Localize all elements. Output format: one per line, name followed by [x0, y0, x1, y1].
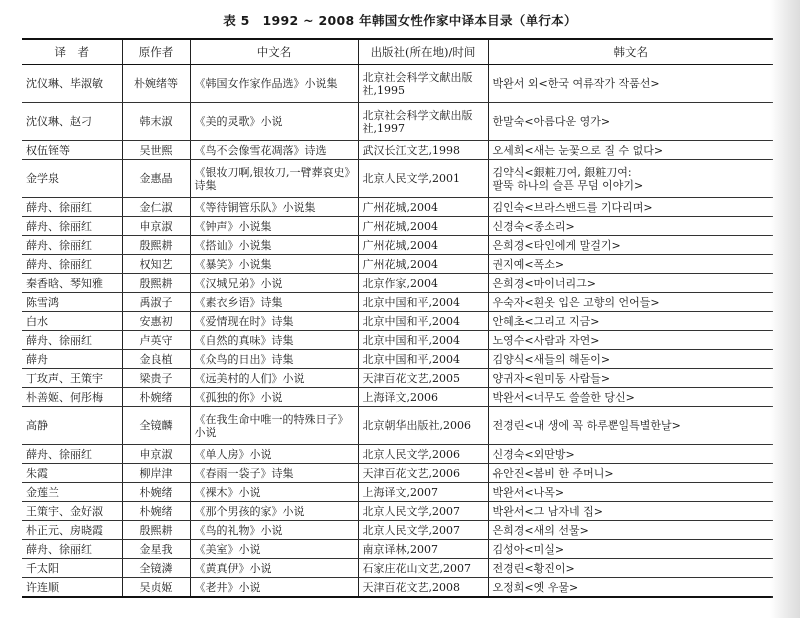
chinese-title-cell: 《那个男孩的家》小说 [190, 502, 358, 521]
table-row [22, 331, 773, 350]
chinese-title-cell: 《孤独的你》小说 [190, 388, 358, 407]
author-cell: 金仁淑 [122, 198, 190, 217]
chinese-title-cell: 《爱情现在时》诗集 [190, 312, 358, 331]
publisher-cell: 南京译林,2007 [358, 540, 488, 559]
chinese-title-cell: 《搭讪》小说集 [190, 236, 358, 255]
header-translator: 译 者 [22, 39, 122, 65]
table-row [22, 521, 773, 540]
author-cell: 朴婉绪 [122, 483, 190, 502]
publisher-cell: 北京人民文学,2007 [358, 502, 488, 521]
author-cell: 申京淑 [122, 217, 190, 236]
korean-title-line: 김약식<銀粧刀여, 銀粧刀여: [492, 165, 632, 179]
korean-title-cell: 은희경<타인에게 말걸기> [488, 236, 773, 255]
chinese-title-cell: 《银妆刀啊,银妆刀,一臂葬哀史》诗集 [190, 160, 358, 198]
translator-cell: 王策宇、金好淑 [22, 502, 122, 521]
korean-title-cell: 안혜초<그리고 지금> [488, 312, 773, 331]
publisher-cell: 武汉长江文艺,1998 [358, 141, 488, 160]
chinese-title-cell: 《春雨一袋子》诗集 [190, 464, 358, 483]
publisher-cell: 北京中国和平,2004 [358, 331, 488, 350]
translator-cell: 朱霞 [22, 464, 122, 483]
translator-cell: 金莲兰 [22, 483, 122, 502]
publisher-cell: 北京社会科学文献出版社,1995 [358, 65, 488, 103]
korean-title-cell: 박완서 외<한국 여류작가 작품선> [488, 65, 773, 103]
korean-title-cell: 권지예<폭소> [488, 255, 773, 274]
translator-cell: 薛舟、徐丽红 [22, 217, 122, 236]
chinese-title-cell: 《暴笑》小说集 [190, 255, 358, 274]
author-cell: 韩末淑 [122, 103, 190, 141]
korean-title-cell: 유안진<봄비 한 주머니> [488, 464, 773, 483]
author-cell: 全镜潾 [122, 559, 190, 578]
publisher-cell: 北京人民文学,2001 [358, 160, 488, 198]
translator-cell: 秦香晗、琴知雅 [22, 274, 122, 293]
translator-cell: 薛舟、徐丽红 [22, 255, 122, 274]
korean-title-cell: 신경숙<종소리> [488, 217, 773, 236]
author-cell: 朴婉绪 [122, 502, 190, 521]
publisher-cell: 北京中国和平,2004 [358, 293, 488, 312]
author-cell: 柳岸津 [122, 464, 190, 483]
author-cell: 安惠初 [122, 312, 190, 331]
table-row [22, 141, 773, 160]
korean-title-cell: 한말숙<아름다운 영가> [488, 103, 773, 141]
publisher-cell: 北京社会科学文献出版社,1997 [358, 103, 488, 141]
translator-cell: 权伍铚等 [22, 141, 122, 160]
translator-cell: 薛舟、徐丽红 [22, 445, 122, 464]
publisher-cell: 北京中国和平,2004 [358, 312, 488, 331]
author-cell: 殷熙耕 [122, 236, 190, 255]
translator-cell: 沈仪琳、赵刁 [22, 103, 122, 141]
translator-cell: 千太阳 [22, 559, 122, 578]
table-row [22, 483, 773, 502]
korean-title-cell: 우숙자<흰옷 입은 고향의 언어들> [488, 293, 773, 312]
chinese-title-cell: 《素衣乡语》诗集 [190, 293, 358, 312]
header-original-author: 原作者 [122, 39, 190, 65]
author-cell: 金良植 [122, 350, 190, 369]
header-row [22, 39, 773, 65]
translator-cell: 朴正元、房晓霞 [22, 521, 122, 540]
chinese-title-cell: 《鸟不会像雪花凋落》诗选 [190, 141, 358, 160]
translator-cell: 金学泉 [22, 160, 122, 198]
table-row [22, 464, 773, 483]
translator-cell: 薛舟、徐丽红 [22, 236, 122, 255]
korean-title-cell: 박완서<그 남자네 집> [488, 502, 773, 521]
header-korean-title: 韩文名 [488, 39, 773, 65]
publisher-cell: 天津百花文艺,2008 [358, 578, 488, 598]
chinese-title-cell: 《在我生命中唯一的特殊日子》小说 [190, 407, 358, 445]
author-cell: 朴婉绪 [122, 388, 190, 407]
author-cell: 殷熙耕 [122, 274, 190, 293]
table-row [22, 255, 773, 274]
author-cell: 吴贞姬 [122, 578, 190, 598]
korean-title-cell: 신경숙<외딴방> [488, 445, 773, 464]
chinese-title-cell: 《单人房》小说 [190, 445, 358, 464]
table-row [22, 103, 773, 141]
publisher-cell: 北京中国和平,2004 [358, 350, 488, 369]
chinese-title-cell: 《自然的真味》诗集 [190, 331, 358, 350]
korean-title-cell: 박완서<너무도 쓸쓸한 당신> [488, 388, 773, 407]
table-row [22, 65, 773, 103]
publisher-cell: 石家庄花山文艺,2007 [358, 559, 488, 578]
korean-title-cell: 전경린<황진이> [488, 559, 773, 578]
table-row [22, 160, 773, 198]
translator-cell: 沈仪琳、毕淑敏 [22, 65, 122, 103]
table-row [22, 502, 773, 521]
translator-cell: 薛舟、徐丽红 [22, 198, 122, 217]
chinese-title-cell: 《钟声》小说集 [190, 217, 358, 236]
table-row [22, 312, 773, 331]
korean-title-cell: 은희경<마이너리그> [488, 274, 773, 293]
translator-cell: 陈雪鸿 [22, 293, 122, 312]
translator-cell: 薛舟、徐丽红 [22, 540, 122, 559]
chinese-title-cell: 《老井》小说 [190, 578, 358, 598]
korean-title-cell: 은희경<새의 선물> [488, 521, 773, 540]
table-row [22, 350, 773, 369]
publisher-cell: 广州花城,2004 [358, 217, 488, 236]
page-edge-shadow [770, 0, 800, 618]
korean-title-cell: 양귀자<원미동 사람들> [488, 369, 773, 388]
author-cell: 申京淑 [122, 445, 190, 464]
author-cell: 殷熙耕 [122, 521, 190, 540]
chinese-title-cell: 《鸟的礼物》小说 [190, 521, 358, 540]
author-cell: 金星我 [122, 540, 190, 559]
publisher-cell: 广州花城,2004 [358, 198, 488, 217]
translator-cell: 白水 [22, 312, 122, 331]
translator-cell: 朴善姬、何彤梅 [22, 388, 122, 407]
chinese-title-cell: 《远美村的人们》小说 [190, 369, 358, 388]
table-row [22, 388, 773, 407]
table-row [22, 559, 773, 578]
author-cell: 权知艺 [122, 255, 190, 274]
publisher-cell: 上海译文,2007 [358, 483, 488, 502]
author-cell: 吴世熙 [122, 141, 190, 160]
chinese-title-cell: 《裸木》小说 [190, 483, 358, 502]
korean-title-line: 팔뚝 하나의 슬픈 무덤 이야기> [492, 178, 644, 192]
translator-cell: 许连顺 [22, 578, 122, 598]
table-row [22, 578, 773, 598]
chinese-title-cell: 《韩国女作家作品选》小说集 [190, 65, 358, 103]
translator-cell: 高静 [22, 407, 122, 445]
korean-title-cell: 전경린<내 생에 꼭 하루뿐일특별한날> [488, 407, 773, 445]
table-row [22, 540, 773, 559]
publisher-cell: 北京人民文学,2007 [358, 521, 488, 540]
translator-cell: 薛舟 [22, 350, 122, 369]
korean-title-cell: 오정희<옛 우물> [488, 578, 773, 598]
publisher-cell: 北京作家,2004 [358, 274, 488, 293]
chinese-title-cell: 《汉城兄弟》小说 [190, 274, 358, 293]
korean-title-cell: 박완서<나목> [488, 483, 773, 502]
chinese-title-cell: 《黄真伊》小说 [190, 559, 358, 578]
publisher-cell: 天津百花文艺,2006 [358, 464, 488, 483]
chinese-title-cell: 《等待铜管乐队》小说集 [190, 198, 358, 217]
publisher-cell: 北京人民文学,2006 [358, 445, 488, 464]
author-cell: 朴婉绪等 [122, 65, 190, 103]
table-row [22, 293, 773, 312]
korean-title-cell: 김양식<새들의 해돋이> [488, 350, 773, 369]
header-publisher-year: 出版社(所在地)/时间 [358, 39, 488, 65]
table-row [22, 274, 773, 293]
table-row [22, 198, 773, 217]
author-cell: 梁贵子 [122, 369, 190, 388]
korean-title-cell: 오세희<새는 눈꽃으로 질 수 없다> [488, 141, 773, 160]
publisher-cell: 上海译文,2006 [358, 388, 488, 407]
publisher-cell: 广州花城,2004 [358, 255, 488, 274]
translator-cell: 薛舟、徐丽红 [22, 331, 122, 350]
author-cell: 卢英守 [122, 331, 190, 350]
table-row [22, 445, 773, 464]
publisher-cell: 广州花城,2004 [358, 236, 488, 255]
author-cell: 金惠晶 [122, 160, 190, 198]
header-chinese-title: 中文名 [190, 39, 358, 65]
author-cell: 全镜麟 [122, 407, 190, 445]
chinese-title-cell: 《众鸟的日出》诗集 [190, 350, 358, 369]
publisher-cell: 北京朝华出版社,2006 [358, 407, 488, 445]
korean-title-cell: 김성아<미실> [488, 540, 773, 559]
korean-title-cell [488, 160, 773, 198]
translator-cell: 丁玫声、王策宇 [22, 369, 122, 388]
author-cell: 禹淑子 [122, 293, 190, 312]
korean-title-cell: 김인숙<브라스밴드를 기다리며> [488, 198, 773, 217]
table-row [22, 369, 773, 388]
chinese-title-cell: 《美的灵歌》小说 [190, 103, 358, 141]
table-body [22, 65, 773, 598]
table-caption: 表 5 1992 ~ 2008 年韩国女性作家中译本目录（单行本） [223, 13, 577, 28]
table-row [22, 217, 773, 236]
chinese-title-cell: 《美室》小说 [190, 540, 358, 559]
translation-catalog-table [22, 38, 773, 598]
table-row [22, 407, 773, 445]
table-row [22, 236, 773, 255]
publisher-cell: 天津百花文艺,2005 [358, 369, 488, 388]
korean-title-cell: 노영수<사람과 자연> [488, 331, 773, 350]
